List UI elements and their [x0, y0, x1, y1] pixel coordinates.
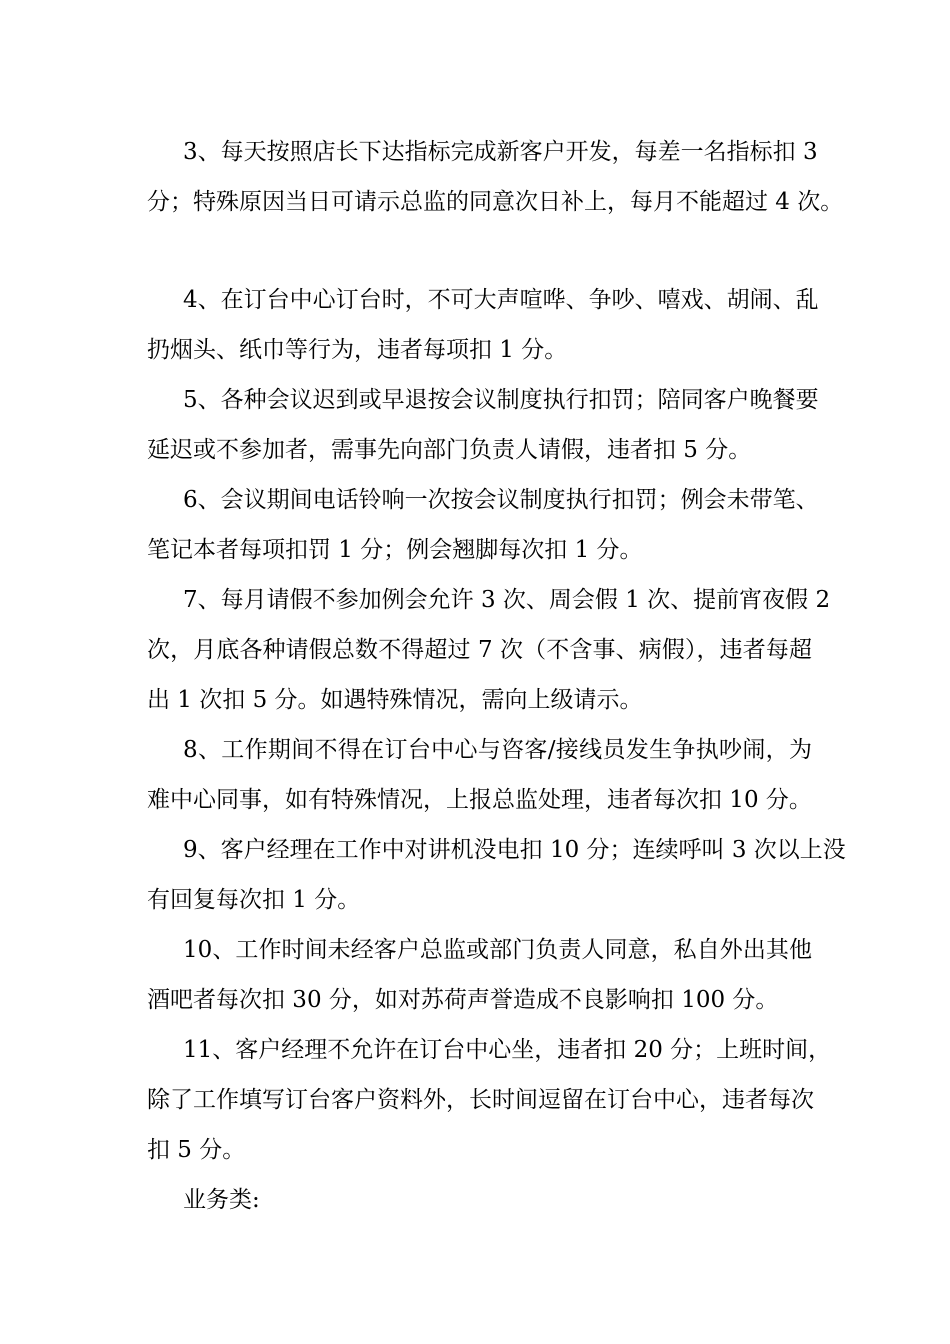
paragraph-line: 出 1 次扣 5 分。如遇特殊情况，需向上级请示。 — [147, 687, 643, 713]
paragraph-line: 3、每天按照店长下达指标完成新客户开发，每差一名指标扣 3 — [183, 139, 818, 165]
paragraph-line: 扣 5 分。 — [147, 1137, 246, 1163]
rule-paragraph-6 — [147, 475, 819, 575]
paragraph-line: 5、各种会议迟到或早退按会议制度执行扣罚；陪同客户晚餐要 — [183, 387, 819, 413]
paragraph-line: 11、客户经理不允许在订台中心坐，违者扣 20 分；上班时间， — [183, 1037, 832, 1063]
paragraph-line: 有回复每次扣 1 分。 — [147, 887, 361, 913]
rule-paragraph-3 — [147, 127, 844, 227]
rule-paragraph-4 — [147, 275, 819, 375]
rule-paragraph-8 — [147, 725, 812, 825]
rule-paragraph-10 — [147, 925, 812, 1025]
rule-paragraph-11 — [147, 1025, 832, 1175]
paragraph-line: 次，月底各种请假总数不得超过 7 次（不含事、病假），违者每超 — [147, 637, 812, 663]
paragraph-line: 8、工作期间不得在订台中心与咨客/接线员发生争执吵闹，为 — [183, 737, 812, 763]
section-heading — [147, 1175, 812, 1225]
paragraph-line: 10、工作时间未经客户总监或部门负责人同意，私自外出其他 — [183, 937, 812, 963]
paragraph-line: 6、会议期间电话铃响一次按会议制度执行扣罚；例会未带笔、 — [183, 487, 819, 513]
paragraph-line: 扔烟头、纸巾等行为，违者每项扣 1 分。 — [147, 337, 568, 363]
rule-paragraph-5 — [147, 375, 819, 475]
paragraph-line: 分；特殊原因当日可请示总监的同意次日补上，每月不能超过 4 次。 — [147, 189, 844, 215]
paragraph-line: 除了工作填写订台客户资料外，长时间逗留在订台中心，违者每次 — [147, 1087, 814, 1113]
paragraph-line: 酒吧者每次扣 30 分，如对苏荷声誉造成不良影响扣 100 分。 — [147, 987, 779, 1013]
paragraph-line: 9、客户经理在工作中对讲机没电扣 10 分；连续呼叫 3 次以上没 — [183, 837, 846, 863]
rule-paragraph-7 — [147, 575, 831, 725]
paragraph-line: 延迟或不参加者，需事先向部门负责人请假，违者扣 5 分。 — [147, 437, 752, 463]
heading-text: 业务类: — [183, 1187, 260, 1213]
paragraph-line: 难中心同事，如有特殊情况，上报总监处理，违者每次扣 10 分。 — [147, 787, 812, 813]
paragraph-line: 笔记本者每项扣罚 1 分；例会翘脚每次扣 1 分。 — [147, 537, 643, 563]
paragraph-line: 7、每月请假不参加例会允许 3 次、周会假 1 次、提前宵夜假 2 — [183, 587, 831, 613]
rule-paragraph-9 — [147, 825, 846, 925]
paragraph-line: 4、在订台中心订台时，不可大声喧哗、争吵、嘻戏、胡闹、乱 — [183, 287, 819, 313]
